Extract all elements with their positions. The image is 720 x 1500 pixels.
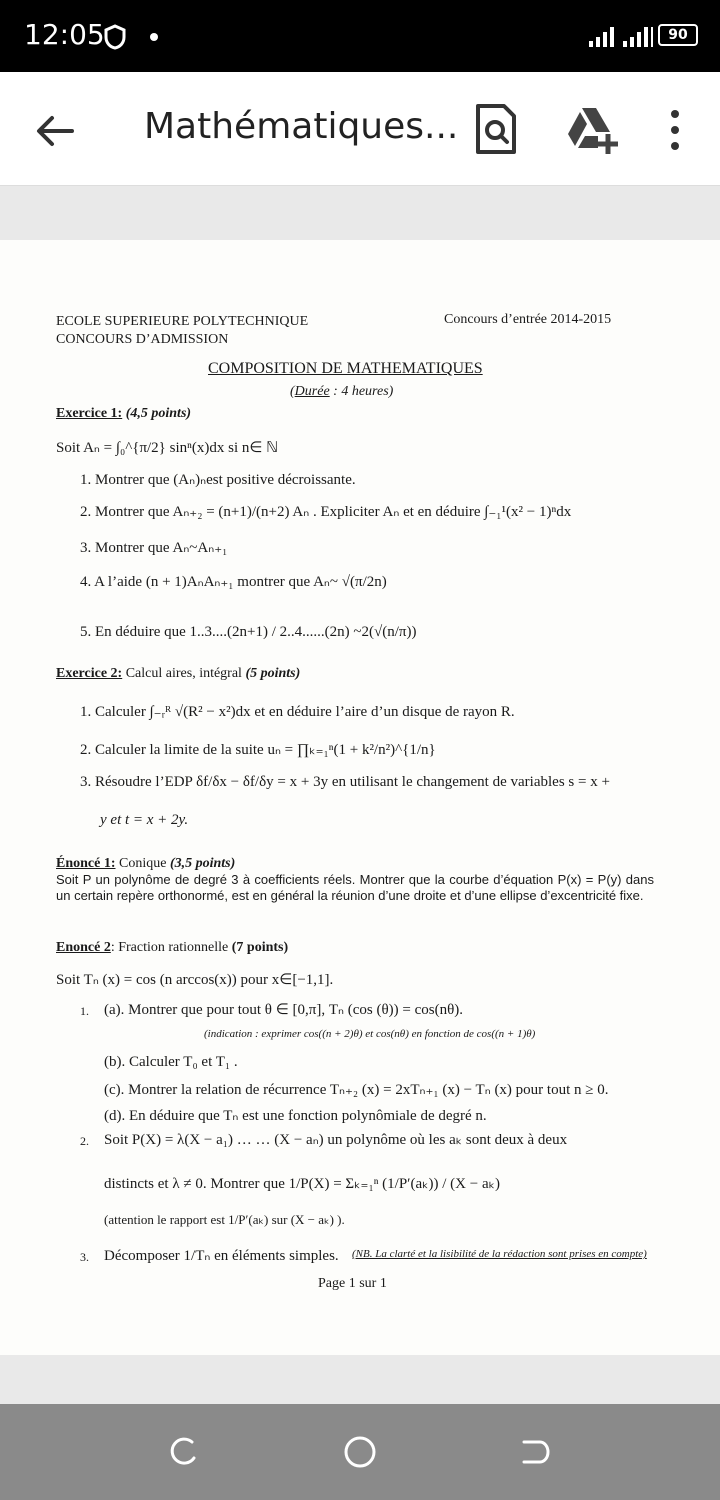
exercise-2-item: 1. Calculer ∫₋ᵣᴿ √(R² − x²)dx et en déduire l’aire d’un disque de rayon R. [80, 704, 515, 720]
document-search-icon[interactable] [474, 104, 518, 154]
back-icon[interactable] [518, 1434, 554, 1470]
page-footer: Page 1 sur 1 [318, 1276, 387, 1291]
enonce-2-note: (NB. La clarté et la lisibilité de la rédaction sont prises en compte) [352, 1248, 647, 1260]
exercise-2-item: 2. Calculer la limite de la suite uₙ = ∏ₖ₌₁ⁿ(1 + k²/n²)^{1/n} [80, 742, 436, 758]
exercise-2-item: 3. Résoudre l’EDP δf/δx − δf/δy = x + 3y en utilisant le changement de variables s = x + [80, 774, 610, 790]
exercise-1-intro: Soit Aₙ = ∫₀^{π/2} sinⁿ(x)dx si n∈ ℕ [56, 440, 279, 456]
exercise-1-item: 5. En déduire que 1..3....(2n+1) / 2..4......(2n) ~2(√(n/π)) [80, 624, 417, 640]
enonce-2-item-number: 3. [80, 1250, 89, 1264]
concours-label: CONCOURS D’ADMISSION [56, 332, 229, 347]
enonce-2-item-2-line-1: Soit P(X) = λ(X − a₁) … … (X − aₙ) un polynôme où les aₖ sont deux à deux [104, 1132, 568, 1148]
exercise-2-item: y et t = x + 2y. [100, 812, 189, 828]
enonce-2-intro: Soit Tₙ (x) = cos (n arccos(x)) pour x∈[−1,1]. [56, 972, 334, 988]
exercise-2-heading: Exercice 2: Calcul aires, intégral (5 points) [56, 666, 301, 681]
enonce-1-heading: Énoncé 1: Conique (3,5 points) [56, 856, 236, 871]
enonce-2-item-number: 1. [80, 1004, 89, 1018]
enonce-2-part-d: (d). En déduire que Tₙ est une fonction polynômiale de degré n. [104, 1108, 487, 1124]
enonce-2-part-c: (c). Montrer la relation de récurrence Tₙ₊₂ (x) = 2xTₙ₊₁ (x) − Tₙ (x) pour tout n ≥ 0. [104, 1082, 609, 1098]
status-time: 12:05 [24, 18, 105, 51]
exercise-1-item: 3. Montrer que Aₙ~Aₙ₊₁ [80, 540, 228, 556]
back-arrow-icon[interactable] [30, 106, 80, 156]
signal-icon [588, 24, 616, 48]
notification-dot-icon [150, 33, 158, 41]
enonce-2-heading: Enoncé 2: Fraction rationnelle (7 points) [56, 940, 289, 955]
more-vert-icon[interactable] [660, 106, 690, 156]
enonce-1-text: Soit P un polynôme de degré 3 à coefficients réels. Montrer que la courbe d’équation P(x) = P(y) dans un certain repère orthonormé, est en général la réunion d’une droite et d’une ellipse d’excentricité fixe. [56, 872, 654, 903]
enonce-2-part-a: (a). Montrer que pour tout θ ∈ [0,π], Tₙ (cos (θ)) = cos(nθ). [104, 1002, 464, 1018]
add-to-drive-icon[interactable] [566, 106, 618, 154]
navigation-bar [0, 1404, 720, 1500]
recents-icon[interactable] [166, 1434, 202, 1470]
enonce-2-item-number: 2. [80, 1134, 89, 1148]
shield-icon [104, 24, 126, 50]
home-icon[interactable] [342, 1434, 378, 1470]
enonce-2-item-2-line-2: distincts et λ ≠ 0. Montrer que 1/P(X) = Σₖ₌₁ⁿ (1/P′(aₖ)) / (X − aₖ) [104, 1176, 500, 1192]
document-page [0, 240, 720, 1355]
enonce-2-attention: (attention le rapport est 1/P′(aₖ) sur (X − aₖ) ). [104, 1212, 345, 1227]
document-viewer[interactable] [0, 186, 720, 1404]
signal-icon [622, 24, 654, 48]
status-bar [0, 0, 720, 72]
exercise-1-item: 1. Montrer que (Aₙ)ₙest positive décroissante. [80, 472, 356, 488]
exercise-1-heading: Exercice 1: (4,5 points) [56, 406, 192, 421]
battery-icon: 90 [658, 24, 698, 46]
school-name: ECOLE SUPERIEURE POLYTECHNIQUE [56, 314, 309, 329]
composition-title: COMPOSITION DE MATHEMATIQUES [208, 360, 483, 377]
app-title: Mathématiques... [144, 106, 459, 147]
exercise-1-item: 4. A l’aide (n + 1)AₙAₙ₊₁ montrer que Aₙ~ √(π/2n) [80, 574, 387, 590]
enonce-2-indication: (indication : exprimer cos((n + 2)θ) et cos(nθ) en fonction de cos((n + 1)θ) [204, 1028, 536, 1040]
duration: (Durée : 4 heures) [290, 384, 394, 399]
exercise-1-item: 2. Montrer que Aₙ₊₂ = (n+1)/(n+2) Aₙ . Expliciter Aₙ et en déduire ∫₋₁¹(x² − 1)ⁿdx [80, 504, 572, 520]
enonce-2-part-b: (b). Calculer T₀ et T₁ . [104, 1054, 238, 1070]
concours-year: Concours d’entrée 2014-2015 [444, 312, 612, 327]
app-bar [0, 72, 720, 186]
enonce-2-item-3: Décomposer 1/Tₙ en éléments simples. [104, 1248, 339, 1264]
